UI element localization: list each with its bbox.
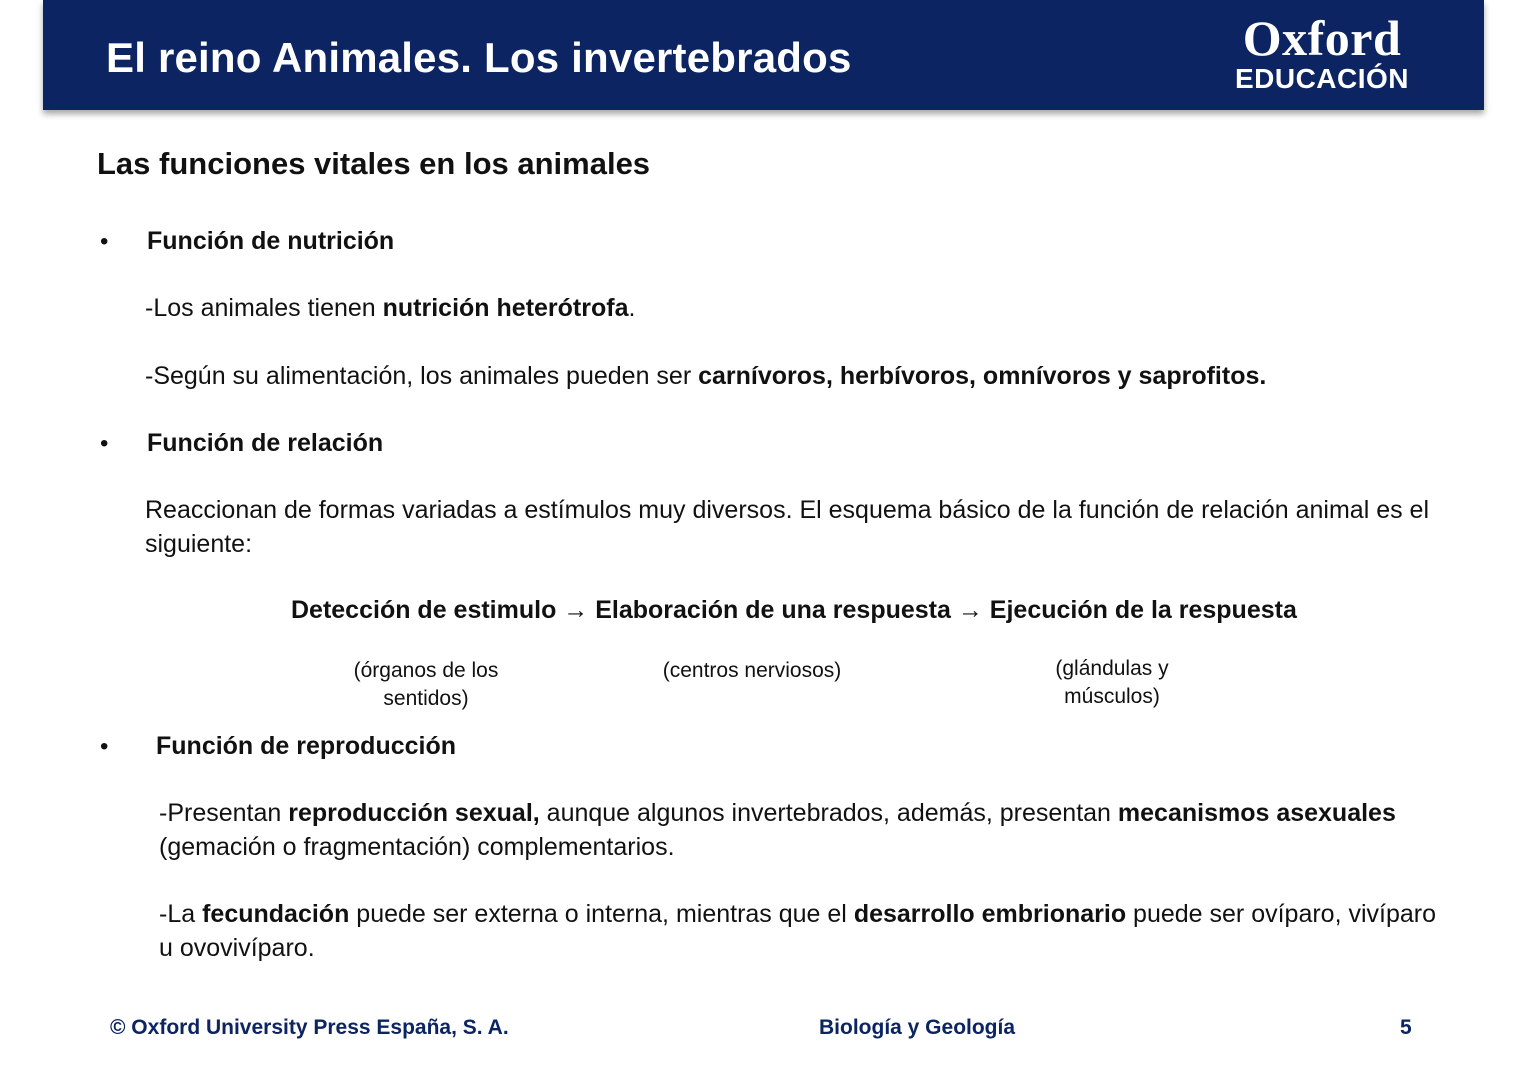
oxford-logo xyxy=(1232,12,1412,94)
footer-page-number: 5 xyxy=(1400,1016,1412,1039)
footer-subject: Biología y Geología xyxy=(819,1016,1016,1039)
section-title: Las funciones vitales en los animales xyxy=(97,146,651,181)
bullet-icon: • xyxy=(100,228,109,255)
relation-paragraph-line-1: Reaccionan de formas variadas a estímulos muy diversos. El esquema básico de la función de relación animal es el xyxy=(145,496,1429,524)
scheme-note-nervous-centers: (centros nerviosos) xyxy=(662,659,842,682)
relation-heading: Función de relación xyxy=(147,429,384,457)
reproduction-paragraph-2: -La fecundación puede ser externa o interna, mientras que el desarrollo embrionario puede ser ovíparo, vivíparo u ovovivíparo. xyxy=(159,900,1437,962)
logo-educacion-text: EDUCACIÓN xyxy=(1234,63,1410,94)
relation-paragraph-line-2: siguiente: xyxy=(145,530,253,558)
bullet-icon: • xyxy=(100,430,109,457)
footer-copyright: © Oxford University Press España, S. A. xyxy=(110,1016,509,1039)
reproduction-heading: Función de reproducción xyxy=(156,732,457,760)
bullet-icon: • xyxy=(100,733,109,760)
header-bar xyxy=(43,0,1484,110)
nutrition-paragraph-2: -Según su alimentación, los animales pueden ser carnívoros, herbívoros, omnívoros y saprofitos. xyxy=(145,362,1267,390)
logo-oxford-text: Oxford xyxy=(1242,10,1402,66)
scheme-note-organs: (órganos de los sentidos) xyxy=(353,659,499,710)
relation-paragraph xyxy=(145,493,1429,561)
reproduction-paragraph-1: -Presentan reproducción sexual, aunque algunos invertebrados, además, presentan mecanismos asexuales (gemación o fragmentación) complementarios. xyxy=(159,799,1396,861)
relation-scheme: Detección de estimulo → Elaboración de una respuesta → Ejecución de la respuesta xyxy=(291,596,1297,624)
nutrition-paragraph-1: -Los animales tienen nutrición heterótrofa. xyxy=(145,294,636,322)
scheme-note-glands: (glándulas y músculos) xyxy=(1055,657,1169,708)
nutrition-heading: Función de nutrición xyxy=(147,227,395,255)
page-title: El reino Animales. Los invertebrados xyxy=(106,34,852,81)
